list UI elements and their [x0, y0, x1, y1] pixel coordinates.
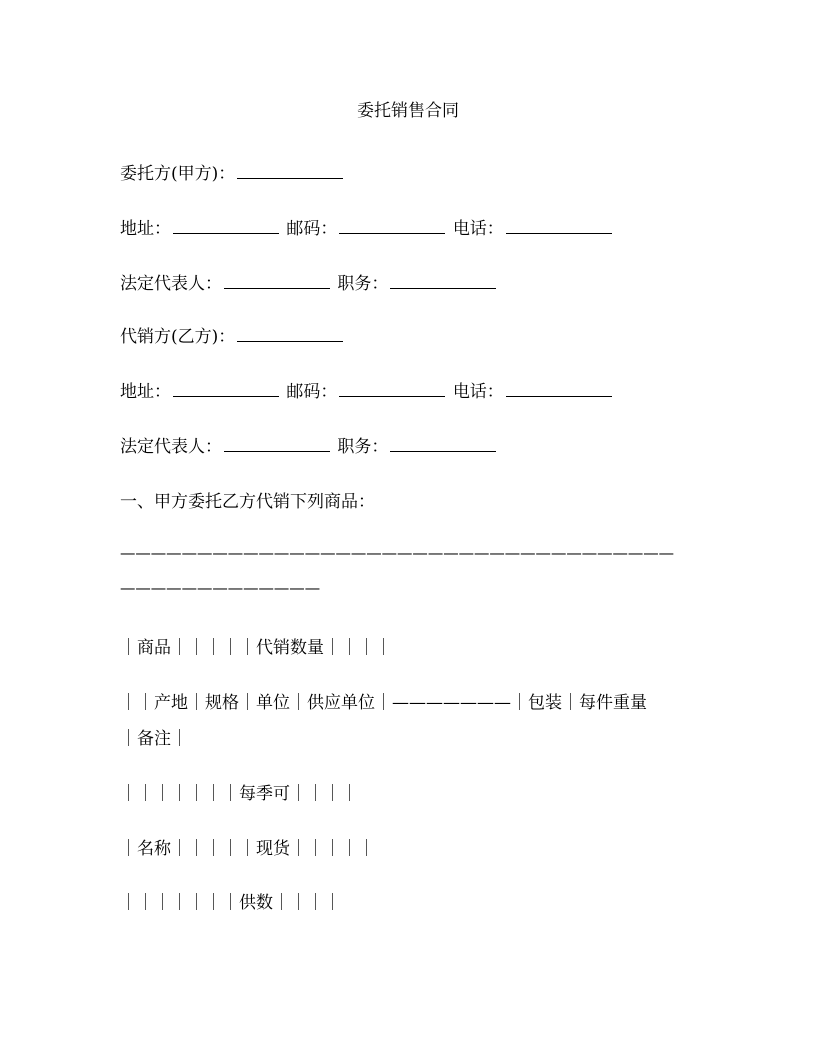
party-b-name-blank[interactable] — [237, 326, 343, 342]
party-a-rep-blank[interactable] — [224, 273, 330, 289]
party-b-rep-blank[interactable] — [224, 436, 330, 452]
party-a-address-blank[interactable] — [173, 218, 279, 234]
party-b-postcode-label: 邮码： — [286, 382, 338, 402]
party-b-contact-line — [120, 380, 690, 404]
party-a-phone-label: 电话： — [452, 219, 504, 239]
party-b-label: 代销方(乙方)： — [120, 327, 236, 347]
party-b-phone-blank[interactable] — [506, 381, 612, 397]
dash-line-1: ———————————————————————————————————— — [120, 544, 675, 562]
party-b-address-blank[interactable] — [173, 381, 279, 397]
party-b-rep-line — [120, 435, 690, 459]
party-a-line — [120, 162, 690, 186]
party-a-rep-label: 法定代表人： — [120, 274, 222, 294]
party-a-label: 委托方(甲方)： — [120, 164, 236, 184]
party-a-name-blank[interactable] — [237, 163, 343, 179]
table-row-6: ｜｜｜｜｜｜｜供数｜｜｜｜ — [120, 893, 341, 913]
table-row-5: ｜名称｜｜｜｜｜现货｜｜｜｜｜ — [120, 839, 375, 859]
clause-1: 一、甲方委托乙方代销下列商品： — [120, 492, 375, 512]
document-title: 委托销售合同 — [357, 101, 459, 121]
table-row-2: ｜｜产地｜规格｜单位｜供应单位｜———————｜包装｜每件重量 — [120, 693, 647, 713]
party-a-position-blank[interactable] — [390, 273, 496, 289]
party-b-line — [120, 325, 690, 349]
party-b-address-label: 地址： — [120, 382, 171, 402]
table-row-1: ｜商品｜｜｜｜｜代销数量｜｜｜｜ — [120, 638, 392, 658]
party-b-rep-label: 法定代表人： — [120, 437, 222, 457]
table-row-3: ｜备注｜ — [120, 729, 188, 749]
party-b-phone-label: 电话： — [452, 382, 504, 402]
party-b-position-label: 职务： — [337, 437, 389, 457]
party-a-postcode-blank[interactable] — [339, 218, 445, 234]
party-a-contact-line — [120, 217, 690, 241]
dash-line-2: ————————————— — [120, 579, 321, 597]
party-a-rep-line — [120, 272, 690, 296]
party-b-postcode-blank[interactable] — [339, 381, 445, 397]
party-a-position-label: 职务： — [337, 274, 389, 294]
table-row-4: ｜｜｜｜｜｜｜每季可｜｜｜｜ — [120, 784, 358, 804]
party-b-position-blank[interactable] — [390, 436, 496, 452]
party-a-phone-blank[interactable] — [506, 218, 612, 234]
party-a-postcode-label: 邮码： — [286, 219, 338, 239]
party-a-address-label: 地址： — [120, 219, 171, 239]
